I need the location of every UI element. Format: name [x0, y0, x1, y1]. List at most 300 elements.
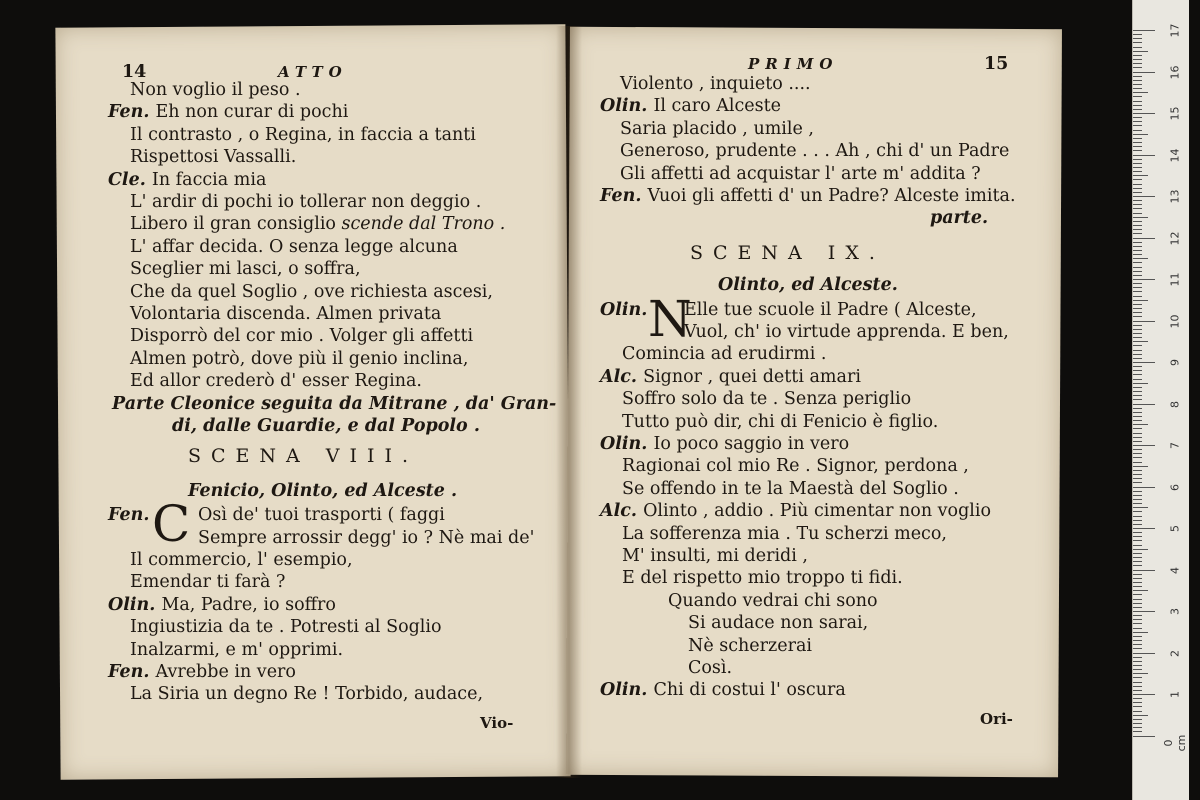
stage-direction: scende dal Trono .	[335, 214, 506, 235]
verse-text: Il commercio, l' esempio,	[130, 550, 353, 570]
ruler-tick	[1133, 736, 1155, 737]
verse-text: Vuoi gli affetti d' un Padre? Alceste imita.	[647, 186, 1016, 206]
ruler-tick	[1133, 88, 1142, 89]
ruler-tick	[1133, 462, 1142, 463]
ruler-tick	[1133, 59, 1142, 60]
verse-text: Il caro Alceste	[653, 96, 781, 117]
ruler-tick	[1133, 279, 1155, 280]
running-head: PRIMO	[748, 55, 839, 73]
ruler-tick	[1133, 545, 1142, 546]
ruler-tick	[1133, 474, 1142, 475]
ruler-tick	[1133, 711, 1142, 712]
ruler-tick	[1133, 702, 1142, 703]
ruler-tick	[1133, 213, 1142, 214]
character-list: Fenicio, Olinto, ed Alceste .	[188, 480, 458, 501]
ruler-tick	[1133, 38, 1142, 39]
ruler-label: 13	[1168, 189, 1182, 204]
ruler-tick	[1133, 412, 1142, 413]
ruler-label: 16	[1168, 65, 1182, 79]
verse-line	[622, 479, 959, 499]
ruler-tick	[1133, 665, 1142, 666]
ruler-tick	[1133, 333, 1142, 334]
ruler-tick	[1133, 72, 1155, 73]
verse-line: Nè scherzerai	[688, 635, 812, 656]
ruler-tick	[1133, 727, 1142, 728]
ruler-tick	[1133, 117, 1142, 118]
ruler-tick	[1133, 134, 1148, 135]
speaker-label: Olin.	[600, 299, 648, 320]
speaker-label: Olin.	[600, 434, 654, 454]
verse-text: Avrebbe in vero	[155, 662, 296, 682]
verse-text: Io poco saggio in vero	[653, 434, 850, 454]
ruler-tick	[1133, 578, 1142, 579]
ruler-tick	[1133, 366, 1142, 367]
verse-line	[130, 371, 422, 391]
measurement-ruler	[1132, 0, 1189, 800]
ruler-tick	[1133, 623, 1142, 624]
verse-text: Se offendo in te la Maestà del Soglio .	[622, 478, 959, 499]
ruler-tick	[1133, 449, 1142, 450]
ruler-tick	[1133, 300, 1148, 301]
ruler-label: 2	[1168, 649, 1182, 657]
verse-line	[622, 546, 808, 566]
ruler-tick	[1133, 611, 1155, 612]
verse-line	[600, 367, 861, 387]
ruler-tick	[1133, 350, 1142, 351]
ruler-tick	[1133, 101, 1142, 102]
ruler-tick	[1133, 528, 1155, 529]
verse-line	[108, 662, 296, 682]
ruler-label: 3	[1168, 608, 1182, 615]
ruler-tick	[1133, 312, 1142, 313]
ruler-tick	[1133, 130, 1142, 131]
verse-line	[130, 80, 301, 100]
ruler-tick	[1133, 345, 1142, 346]
ruler-tick	[1133, 582, 1142, 583]
ruler-tick	[1133, 296, 1142, 297]
verse-text: E del rispetto mio troppo ti fidi.	[622, 568, 903, 589]
ruler-tick	[1133, 138, 1142, 139]
ruler-tick	[1133, 184, 1142, 185]
ruler-tick	[1133, 329, 1142, 330]
speaker-label: Fen.	[108, 102, 156, 123]
verse-text: La Siria un degno Re ! Torbido, audace,	[130, 684, 484, 705]
verse-line	[600, 680, 846, 700]
ruler-tick	[1133, 632, 1148, 633]
ruler-tick	[1133, 337, 1142, 338]
verse-line	[130, 282, 493, 302]
drop-capital: N	[648, 289, 692, 348]
ruler-tick	[1133, 653, 1155, 654]
verse-line	[130, 304, 441, 324]
ruler-tick	[1133, 125, 1142, 126]
stage-direction: di, dalle Guardie, e dal Popolo .	[172, 416, 480, 436]
ruler-tick	[1133, 457, 1142, 458]
ruler-tick	[1133, 536, 1142, 537]
stage-direction: parte.	[930, 208, 989, 229]
verse-line	[130, 237, 458, 257]
ruler-tick	[1133, 503, 1142, 504]
ruler-tick	[1133, 67, 1142, 68]
ruler-tick	[1133, 316, 1142, 317]
ruler-tick	[1133, 574, 1142, 575]
verse-line: Quando vedrai chi sono	[668, 590, 878, 611]
verse-line: Così.	[688, 658, 733, 678]
verse-text: Elle tue scuole il Padre ( Alceste,	[684, 299, 977, 320]
verse-line	[130, 684, 483, 704]
ruler-label: 12	[1168, 231, 1182, 245]
ruler-tick	[1133, 677, 1142, 678]
verse-line	[130, 192, 481, 212]
ruler-tick	[1133, 113, 1155, 114]
ruler-tick	[1133, 453, 1142, 454]
ruler-tick	[1133, 416, 1142, 417]
verse-line	[130, 572, 285, 592]
verse-text: Vuol, ch' io virtude apprenda. E ben,	[684, 322, 1009, 342]
speaker-label: Olin.	[108, 594, 162, 615]
ruler-tick	[1133, 731, 1142, 732]
ruler-tick	[1133, 179, 1142, 180]
verse-text: Comincia ad erudirmi .	[622, 344, 827, 365]
verse-line	[130, 259, 361, 279]
verse-text: Chi di costui l' oscura	[653, 680, 846, 701]
ruler-label: 1	[1168, 691, 1182, 698]
ruler-tick	[1133, 682, 1142, 683]
ruler-tick	[1133, 715, 1148, 716]
ruler-tick	[1133, 146, 1142, 147]
ruler-tick	[1133, 437, 1142, 438]
ruler-tick	[1133, 275, 1142, 276]
speaker-label: Alc.	[600, 366, 644, 387]
ruler-tick	[1133, 188, 1142, 189]
verse-text: M' insulti, mi deridi ,	[622, 546, 808, 566]
ruler-tick	[1133, 586, 1142, 587]
verse-text: Soffro solo da te . Senza periglio	[622, 389, 912, 410]
ruler-tick	[1133, 424, 1148, 425]
verse-text: Gli affetti ad acquistar l' arte m' addita ?	[620, 163, 981, 184]
ruler-tick	[1133, 628, 1142, 629]
verse-text: L' ardir di pochi io tollerar non deggio .	[130, 192, 482, 212]
ruler-label: 14	[1168, 148, 1182, 162]
ruler-tick	[1133, 358, 1142, 359]
ruler-label: 9	[1168, 359, 1182, 366]
ruler-tick	[1133, 640, 1142, 641]
verse-text: Sceglier mi lasci, o soffra,	[130, 259, 361, 280]
ruler-tick	[1133, 208, 1142, 209]
verse-line	[108, 595, 336, 615]
verse-line	[622, 568, 903, 588]
verse-line	[620, 119, 814, 139]
ruler-tick	[1133, 557, 1142, 558]
ruler-tick	[1133, 719, 1142, 720]
ruler-tick	[1133, 603, 1142, 604]
ruler-tick	[1133, 47, 1142, 48]
speaker-label: Alc.	[600, 501, 644, 522]
ruler-tick	[1133, 590, 1148, 591]
ruler-tick	[1133, 121, 1142, 122]
ruler-label: 4	[1168, 566, 1182, 574]
ruler-tick	[1133, 499, 1142, 500]
ruler-tick	[1133, 242, 1142, 243]
speaker-label: Olin.	[600, 96, 654, 117]
verse-line	[600, 186, 1016, 206]
ruler-tick	[1133, 258, 1148, 259]
page-number: 14	[122, 62, 147, 82]
ruler-tick	[1133, 109, 1142, 110]
ruler-tick	[1133, 532, 1142, 533]
ruler-tick	[1133, 420, 1142, 421]
ruler-tick	[1133, 441, 1142, 442]
verse-line	[620, 141, 1009, 161]
verse-line	[622, 412, 938, 432]
ruler-tick	[1133, 723, 1142, 724]
ruler-tick	[1133, 96, 1142, 97]
ruler-tick	[1133, 63, 1142, 64]
catchword: Vio-	[480, 713, 514, 732]
ruler-tick	[1133, 395, 1142, 396]
ruler-tick	[1133, 644, 1142, 645]
ruler-tick	[1133, 51, 1148, 52]
ruler-tick	[1133, 238, 1155, 239]
ruler-tick	[1133, 42, 1142, 43]
ruler-tick	[1133, 55, 1142, 56]
verse-text: Non voglio il peso .	[130, 80, 301, 100]
ruler-tick	[1133, 374, 1142, 375]
book-gutter	[556, 26, 582, 778]
verse-line	[620, 74, 811, 94]
verse-text: Ragionai col mio Re . Signor, perdona ,	[622, 456, 969, 477]
ruler-tick	[1133, 561, 1142, 562]
ruler-tick	[1133, 599, 1142, 600]
speaker-label: Cle.	[108, 169, 152, 190]
ruler-tick	[1133, 175, 1148, 176]
ruler-tick	[1133, 491, 1142, 492]
verse-text: Tutto può dir, chi di Fenicio è figlio.	[622, 411, 939, 432]
ruler-tick	[1133, 379, 1142, 380]
verse-text: Generoso, prudente . . . Ah , chi d' un Padre	[620, 141, 1010, 162]
verse-text: Disporrò del cor mio . Volger gli affetti	[130, 326, 474, 347]
ruler-tick	[1133, 283, 1142, 284]
verse-text: Ingiustizia da te . Potresti al Soglio	[130, 617, 442, 638]
ruler-tick	[1133, 217, 1148, 218]
ruler-tick	[1133, 159, 1142, 160]
ruler-tick	[1133, 553, 1142, 554]
verse-line	[130, 617, 442, 637]
ruler-label: 7	[1168, 442, 1182, 449]
ruler-tick	[1133, 487, 1155, 488]
verse-text: Volontaria discenda. Almen privata	[130, 304, 442, 324]
verse-line	[130, 214, 505, 234]
ruler-tick	[1133, 615, 1142, 616]
ruler-tick	[1133, 391, 1142, 392]
character-list: Olinto, ed Alceste.	[718, 275, 898, 296]
ruler-tick	[1133, 383, 1148, 384]
ruler-label: 6	[1168, 483, 1182, 491]
catchword: Ori-	[980, 709, 1013, 728]
ruler-tick	[1133, 524, 1142, 525]
ruler-tick	[1133, 399, 1142, 400]
verse-line	[130, 326, 473, 346]
speaker-label: Fen.	[108, 505, 150, 526]
ruler-tick	[1133, 495, 1142, 496]
verse-line	[600, 501, 991, 521]
verse-line	[622, 389, 911, 409]
ruler-tick	[1133, 370, 1142, 371]
ruler-tick	[1133, 445, 1155, 446]
ruler-tick	[1133, 669, 1142, 670]
verse-text: Inalzarmi, e m' opprimi.	[130, 639, 344, 660]
verse-line	[108, 505, 149, 525]
verse-line	[600, 434, 849, 454]
ruler-tick	[1133, 706, 1142, 707]
speaker-label: Fen.	[108, 662, 156, 682]
ruler-tick	[1133, 321, 1155, 322]
ruler-tick	[1133, 698, 1142, 699]
verse-text: Emendar ti farà ?	[130, 572, 286, 593]
verse-line: Si audace non sarai,	[688, 613, 869, 634]
ruler-tick	[1133, 225, 1142, 226]
ruler-tick	[1133, 291, 1142, 292]
ruler-label: 17	[1168, 23, 1182, 38]
ruler-tick	[1133, 200, 1142, 201]
ruler-tick	[1133, 661, 1142, 662]
scene-heading: SCENA VIII.	[188, 445, 419, 468]
verse-text: Violento , inquieto ....	[620, 74, 811, 94]
verse-line	[600, 300, 647, 320]
ruler-tick	[1133, 171, 1142, 172]
verse-text: La sofferenza mia . Tu scherzi meco,	[622, 523, 947, 544]
ruler-tick	[1133, 478, 1142, 479]
ruler-tick	[1133, 163, 1142, 164]
ruler-tick	[1133, 354, 1142, 355]
ruler-tick	[1133, 520, 1142, 521]
ruler-tick	[1133, 673, 1148, 674]
ruler-tick	[1133, 246, 1142, 247]
ruler-tick	[1133, 511, 1142, 512]
speaker-label: Olin.	[600, 680, 654, 701]
ruler-tick	[1133, 250, 1142, 251]
ruler-tick	[1133, 686, 1142, 687]
ruler-tick	[1133, 570, 1155, 571]
ruler-tick	[1133, 433, 1142, 434]
ruler-tick	[1133, 482, 1142, 483]
ruler-tick	[1133, 92, 1148, 93]
verse-text: L' affar decida. O senza legge alcuna	[130, 236, 458, 257]
verse-text: Rispettosi Vassalli.	[130, 147, 297, 168]
ruler-tick	[1133, 690, 1142, 691]
ruler-tick	[1133, 271, 1142, 272]
ruler-tick	[1133, 204, 1142, 205]
verse-line	[622, 456, 969, 476]
ruler-tick	[1133, 167, 1142, 168]
ruler-tick	[1133, 341, 1148, 342]
ruler-label: 8	[1168, 400, 1182, 408]
ruler-tick	[1133, 34, 1142, 35]
ruler-tick	[1133, 565, 1142, 566]
ruler-tick	[1133, 636, 1142, 637]
ruler-label: 10	[1168, 314, 1182, 328]
ruler-tick	[1133, 387, 1142, 388]
verse-text: Il contrasto , o Regina, in faccia a tanti	[130, 124, 476, 145]
ruler-tick	[1133, 304, 1142, 305]
verse-line	[622, 524, 947, 544]
verse-text: Sempre arrossir degg' io ? Nè mai de'	[198, 527, 535, 548]
ruler-tick	[1133, 192, 1142, 193]
ruler-tick	[1133, 84, 1142, 85]
verse-text: Eh non curar di pochi	[155, 102, 349, 123]
verse-text: Libero il gran consiglio	[130, 214, 336, 235]
ruler-tick	[1133, 466, 1148, 467]
ruler-tick	[1133, 540, 1142, 541]
verse-line	[108, 102, 348, 122]
ruler-tick	[1133, 657, 1142, 658]
ruler-tick	[1133, 30, 1155, 31]
verse-text: Signor , quei detti amari	[643, 366, 861, 387]
ruler-tick	[1133, 594, 1142, 595]
verse-line	[130, 125, 476, 145]
verse-text: In faccia mia	[151, 169, 267, 190]
ruler-tick	[1133, 76, 1142, 77]
ruler-label: 5	[1168, 525, 1182, 532]
ruler-tick	[1133, 607, 1142, 608]
ruler-tick	[1133, 196, 1155, 197]
ruler-tick	[1133, 221, 1142, 222]
drop-capital: C	[152, 495, 191, 554]
ruler-tick	[1133, 229, 1142, 230]
verse-text: Ma, Padre, io soffro	[161, 594, 336, 615]
ruler-tick	[1133, 262, 1142, 263]
ruler-tick	[1133, 105, 1142, 106]
verse-text: Almen potrò, dove più il genio inclina,	[130, 348, 469, 369]
verse-line	[600, 96, 781, 116]
speaker-label: Fen.	[600, 186, 648, 206]
ruler-tick	[1133, 155, 1155, 156]
stage-direction: Parte Cleonice seguita da Mitrane , da' Gran-	[112, 393, 557, 414]
verse-line	[108, 170, 266, 190]
ruler-label: 15	[1168, 106, 1182, 121]
ruler-tick	[1133, 308, 1142, 309]
ruler-tick	[1133, 254, 1142, 255]
verse-text: Osì de' tuoi trasporti ( faggi	[198, 505, 445, 526]
scene-heading: SCENA IX.	[690, 241, 885, 264]
running-head: ATTO	[278, 63, 348, 81]
verse-line	[130, 550, 353, 570]
verse-text: Che da quel Soglio , ove richiesta ascesi,	[130, 281, 493, 302]
ruler-tick	[1133, 325, 1142, 326]
ruler-tick	[1133, 80, 1142, 81]
verse-line	[620, 164, 981, 184]
ruler-tick	[1133, 408, 1142, 409]
ruler-tick	[1133, 404, 1155, 405]
ruler-tick	[1133, 142, 1142, 143]
verse-line	[130, 640, 343, 660]
ruler-tick	[1133, 507, 1148, 508]
ruler-tick	[1133, 267, 1142, 268]
ruler-tick	[1133, 694, 1155, 695]
ruler-tick	[1133, 516, 1142, 517]
ruler-tick	[1133, 150, 1142, 151]
ruler-tick	[1133, 362, 1155, 363]
ruler-tick	[1133, 648, 1142, 649]
ruler-label: 11	[1168, 272, 1182, 287]
verse-line	[130, 147, 296, 167]
verse-line	[130, 349, 468, 369]
verse-line	[622, 344, 826, 364]
ruler-tick	[1133, 549, 1148, 550]
ruler-tick	[1133, 470, 1142, 471]
ruler-tick	[1133, 428, 1142, 429]
verse-text: Olinto , addio . Più cimentar non voglio	[643, 501, 992, 522]
